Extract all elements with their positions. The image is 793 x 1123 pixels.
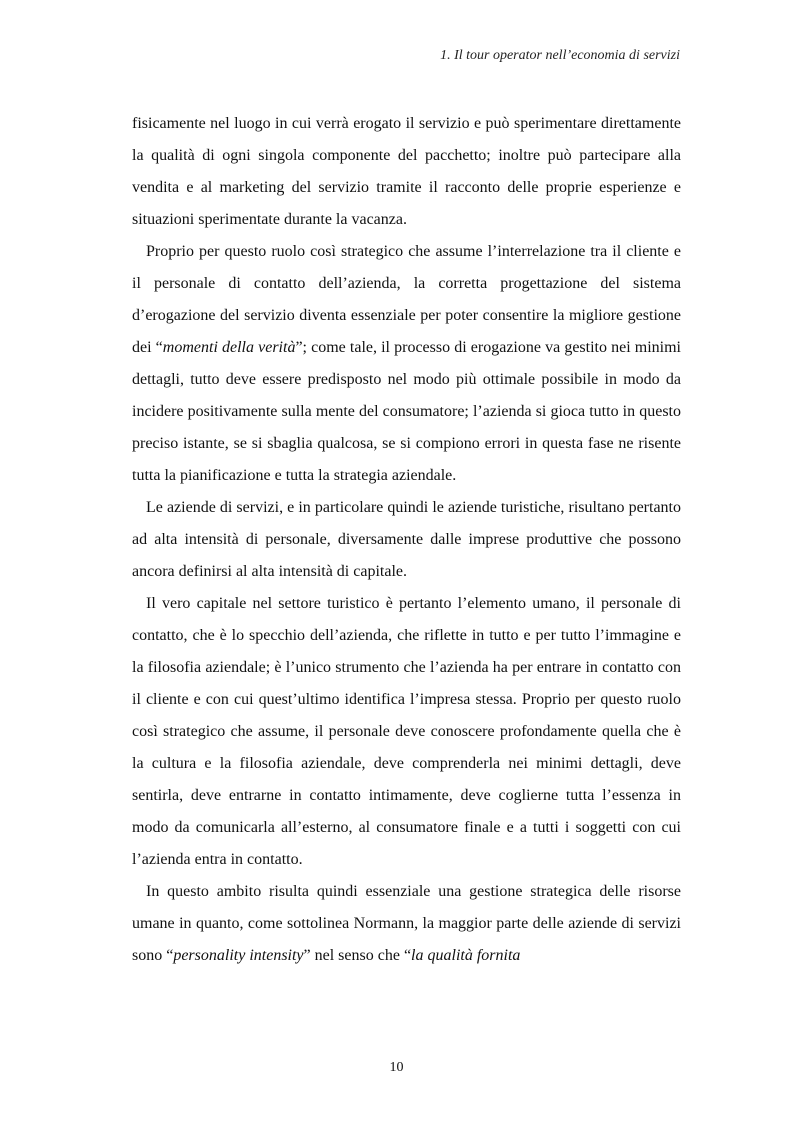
page-number: 10 — [389, 1060, 404, 1075]
paragraph-2 — [132, 236, 681, 492]
paragraph-5-emphasis-2: la qualità fornita — [411, 947, 521, 964]
paragraph-5 — [132, 876, 681, 972]
paragraph-3: Le aziende di servizi, e in particolare quindi le aziende turistiche, risultano pertanto ad alta intensità di personale, diversamente dalle imprese produttive che possono ancora definirsi al alta intensità di capitale. — [132, 499, 681, 580]
paragraph-2-emphasis: momenti della verità — [162, 339, 296, 356]
paragraph-2-text-before: Proprio per questo ruolo così strategico che assume l’interrelazione tra il cliente e il personale di contatto dell’azienda, la corretta progettazione del sistema d’erogazione del servizio diventa essenziale per poter consentire la migliore gestione dei “ — [132, 243, 681, 356]
paragraph-2-text-after: ”; come tale, il processo di erogazione va gestito nei minimi dettagli, tutto deve essere predisposto nel modo più ottimale possibile in modo da incidere positivamente sulla mente del consumatore; l’azienda si gioca tutto in questo preciso istante, se si sbaglia qualcosa, se si compiono errori in questa fase ne risente tutta la pianificazione e tutta la strategia aziendale. — [132, 339, 682, 484]
paragraph-5-text-middle: ” nel senso che “ — [303, 947, 412, 964]
paragraph-4: Il vero capitale nel settore turistico è pertanto l’elemento umano, il personale di contatto, che è lo specchio dell’azienda, che riflette in tutto e per tutto l’immagine e la filosofia aziendale; è l’unico strumento che l’azienda ha per entrare in contatto con il cliente e con cui quest’ultimo identifica l’impresa stessa. Proprio per questo ruolo così strategico che assume, il personale deve conoscere profondamente quella che è la cultura e la filosofia aziendale, deve comprenderla nei minimi dettagli, deve sentirla, deve entrarne in contatto intimamente, deve coglierne tutta l’essenza in modo da comunicarla all’esterno, al consumatore finale e a tutti i soggetti con cui l’azienda entra in contatto. — [132, 595, 681, 868]
paragraph-5-text-before: In questo ambito risulta quindi essenziale una gestione strategica delle risorse umane in quanto, come sottolinea Normann, la maggior parte delle aziende di servizi sono “ — [132, 883, 681, 964]
body-text — [132, 108, 681, 972]
paragraph-1: fisicamente nel luogo in cui verrà erogato il servizio e può sperimentare direttamente la qualità di ogni singola componente del pacchetto; inoltre può partecipare alla vendita e al marketing del servizio tramite il racconto delle proprie esperienze e situazioni sperimentate durante la vacanza. — [132, 115, 681, 228]
paragraph-5-emphasis-1: personality intensity — [173, 947, 304, 964]
running-header: 1. Il tour operator nell’economia di servizi — [440, 48, 680, 63]
